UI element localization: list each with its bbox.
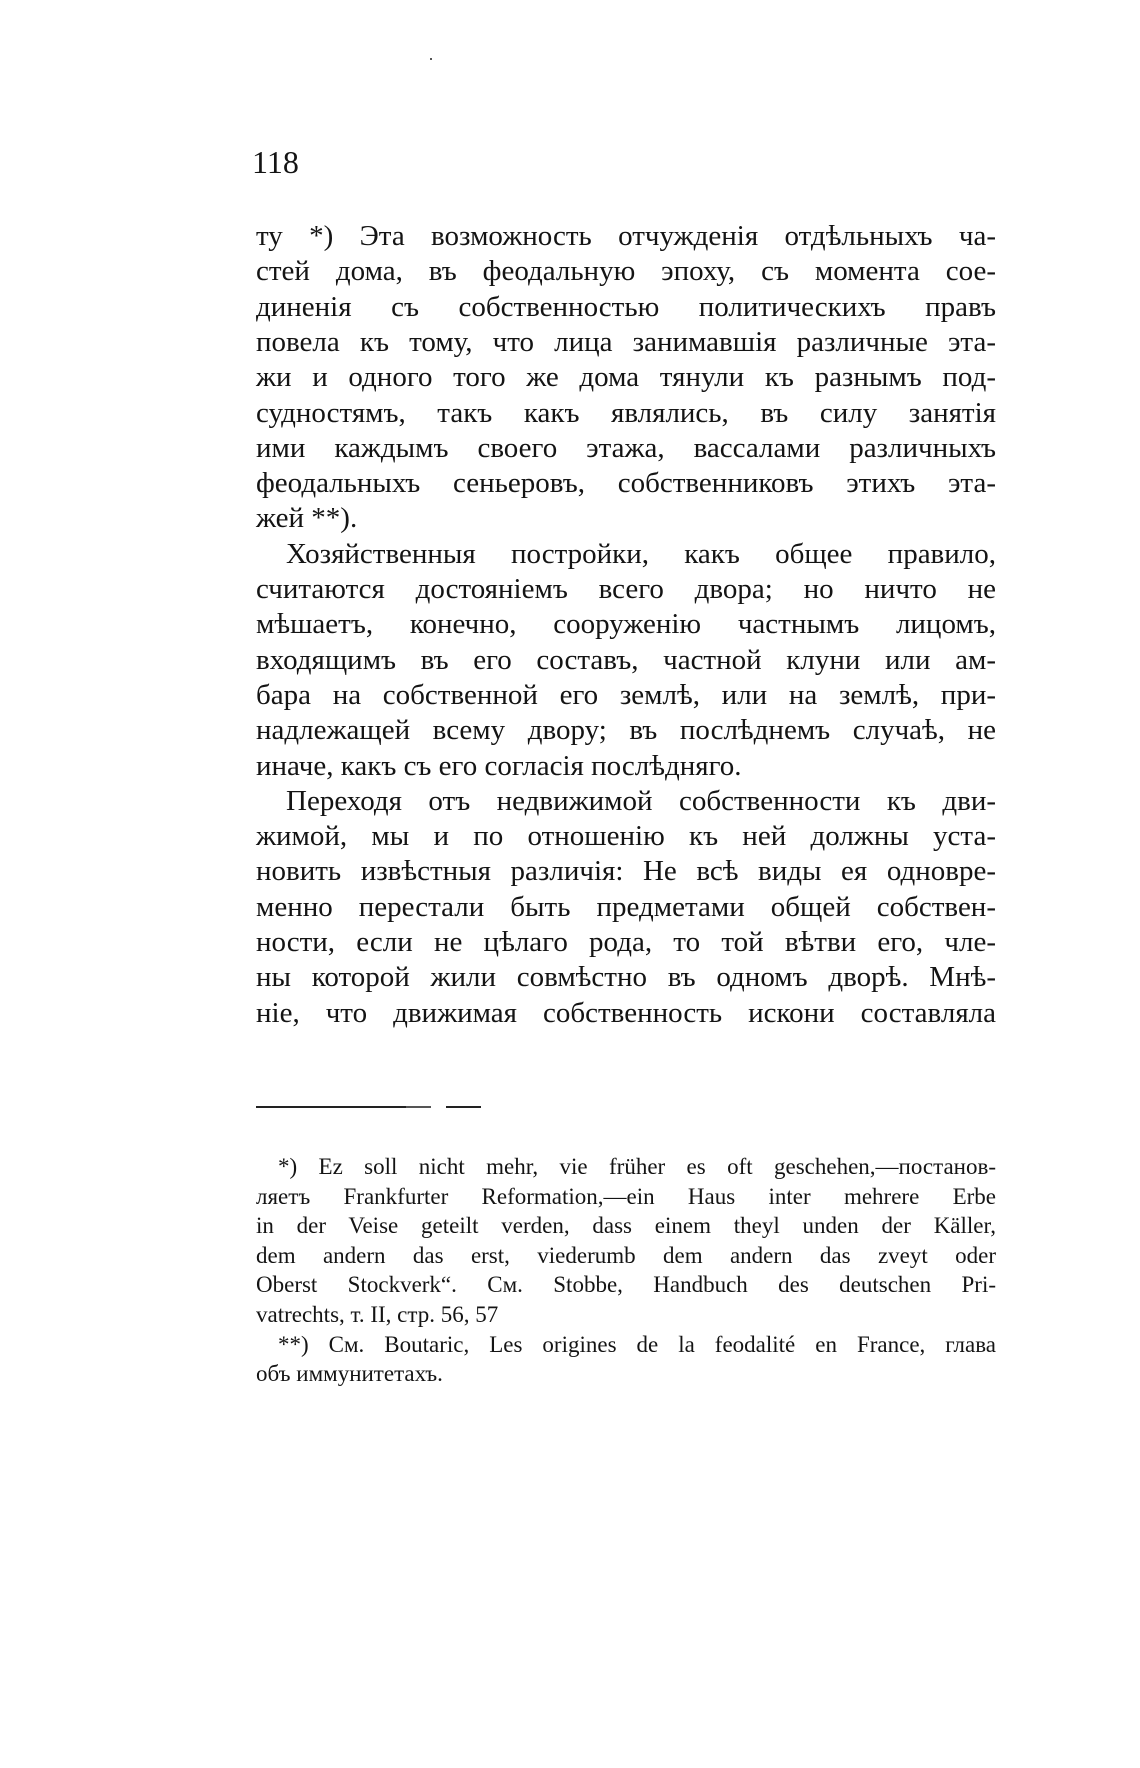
body-text-line: повела къ тому, что лица занимавшія различные эта- (256, 325, 996, 358)
body-text-line: диненія съ собственностью политическихъ правъ (256, 290, 996, 323)
body-text-line: мѣшаетъ, конечно, сооруженію частнымъ лицомъ, (256, 608, 996, 641)
body-text-line: ности, если не цѣлаго рода, то той вѣтви его, чле- (256, 926, 996, 958)
footnote-line: Oberst Stockverk“. См. Stobbe, Handbuch des deutschen Pri- (256, 1272, 996, 1298)
footnote-line: *) Ez soll nicht mehr, vie früher es oft geschehen,—постанов- (278, 1154, 996, 1179)
body-text-line: судностямъ, такъ какъ являлись, въ силу занятія (256, 396, 996, 429)
scan-speck (430, 58, 432, 60)
footnote-line: dem andern das erst, viederumb dem andern das zveyt oder (256, 1242, 996, 1268)
body-text-line: входящимъ въ его составъ, частной клуни или ам- (256, 643, 996, 676)
body-text-line: стей дома, въ феодальную эпоху, съ момента сое- (256, 255, 996, 288)
body-text-line: жимой, мы и по отношенію къ ней должны уста- (256, 820, 996, 853)
body-text-line: Хозяйственныя постройки, какъ общее правило, (286, 537, 996, 570)
body-text-line: ту *) Эта возможность отчужденія отдѣльныхъ ча- (256, 220, 996, 252)
body-text-line: новить извѣстныя различія: Не всѣ виды ея одновре- (256, 855, 996, 888)
body-text-line: жи и одного того же дома тянули къ разнымъ под- (256, 361, 996, 394)
body-text-line: считаются достояніемъ всего двора; но ничто не (256, 573, 996, 605)
footnote-line: **) См. Boutaric, Les origines de la feodalité en France, глава (278, 1331, 996, 1357)
body-text-line: ніе, что движимая собственность искони составляла (256, 996, 996, 1029)
body-text-line: Переходя отъ недвижимой собственности къ дви- (286, 784, 996, 817)
body-text-line: менно перестали быть предметами общей собствен- (256, 890, 996, 923)
body-text-line: феодальныхъ сеньеровъ, собственниковъ этихъ эта- (256, 467, 996, 500)
footnote-line: vatrechts, т. II, стр. 56, 57 (256, 1302, 499, 1327)
page-number: 118 (252, 144, 299, 180)
body-text-line: бара на собственной его землѣ, или на землѣ, при- (256, 678, 996, 711)
body-text-line: иначе, какъ съ его согласія послѣдняго. (256, 749, 742, 782)
body-text-line: ны которой жили совмѣстно въ одномъ дворѣ. Мнѣ- (256, 961, 996, 994)
body-text-line: надлежащей всему двору; въ послѣднемъ случаѣ, не (256, 714, 996, 747)
footnote-line: объ иммунитетахъ. (256, 1361, 443, 1387)
footnote-line: ляетъ Frankfurter Reformation,—ein Haus inter mehrere Erbe (256, 1183, 996, 1209)
footnote-line: in der Veise geteilt verden, dass einem theyl unden der Käller, (256, 1213, 996, 1239)
body-text-line: жей **). (256, 502, 358, 535)
footnote-separator-rule (256, 1106, 481, 1108)
body-text-line: ими каждымъ своего этажа, вассалами различныхъ (256, 431, 996, 464)
